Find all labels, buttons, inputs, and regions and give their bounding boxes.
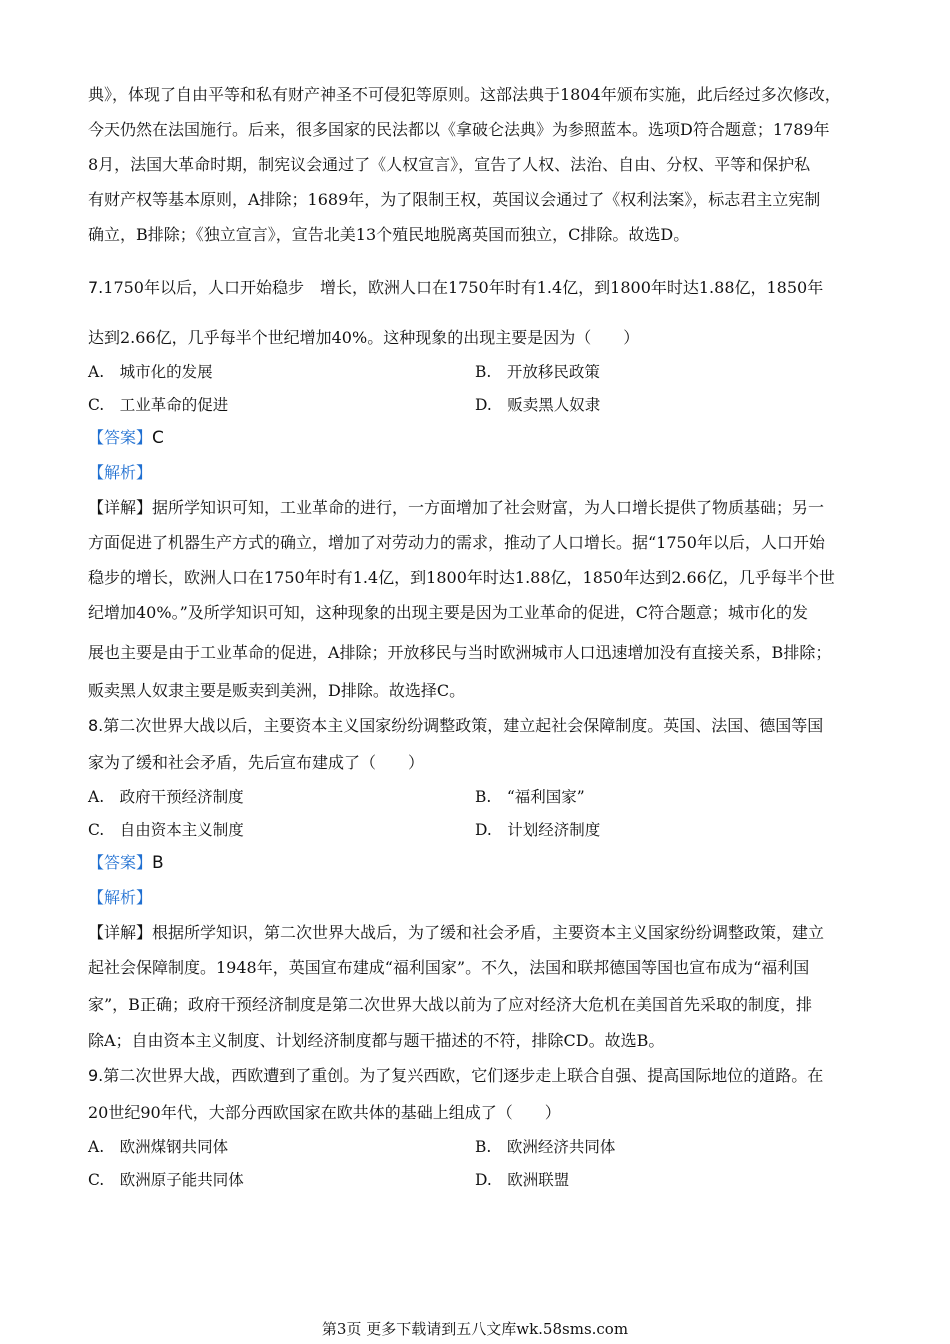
q7-detail-line-4: 纪增加40%。”及所学知识可知，这种现象的出现主要是因为工业革命的促进，C符合题意；城市化的发 xyxy=(88,603,808,622)
q8-stem-line-1 xyxy=(88,713,823,736)
q9-stem-line-2: 20世纪90年代，大部分西欧国家在欧共体的基础上组成了（ ） xyxy=(88,1103,561,1122)
q7-analysis-label: 【解析】 xyxy=(88,463,153,482)
page-footer: 第3页 更多下载请到五八文库wk.58sms.com xyxy=(321,1320,629,1338)
q8-answer-row xyxy=(88,850,164,873)
q8-option-c: C. 自由资本主义制度 xyxy=(88,821,244,839)
q6-line-2: 今天仍然在法国施行。后来，很多国家的民法都以《拿破仑法典》为参照蓝本。选项D符合题意；1789年 xyxy=(88,120,830,139)
q8-option-b: B. “福利国家” xyxy=(475,788,585,806)
q8-detail-line-4: 除A；自由资本主义制度、计划经济制度都与题干描述的不符，排除CD。故选B。 xyxy=(88,1031,665,1050)
q8-detail-line-1 xyxy=(88,920,824,943)
q8-number: 8. xyxy=(88,716,104,735)
q8-detail-text-1: 根据所学知识，第二次世界大战后，为了缓和社会矛盾，主要资本主义国家纷纷调整政策，建立 xyxy=(152,923,825,942)
q8-answer-value: B xyxy=(152,853,164,873)
q8-answer-label: 【答案】 xyxy=(88,853,153,872)
q9-number: 9. xyxy=(88,1066,104,1085)
q6-line-4: 有财产权等基本原则，A排除；1689年，为了限制王权，英国议会通过了《权利法案》，标志君主立宪制 xyxy=(88,190,821,209)
q7-detail-line-6: 贩卖黑人奴隶主要是贩卖到美洲，D排除。故选择C。 xyxy=(88,681,466,700)
q6-line-1: 典》，体现了自由平等和私有财产神圣不可侵犯等原则。这部法典于1804年颁布实施，此后经过多次修改， xyxy=(88,85,841,104)
q8-option-a: A. 政府干预经济制度 xyxy=(88,788,244,806)
q8-analysis-label: 【解析】 xyxy=(88,888,153,907)
q7-option-a: A. 城市化的发展 xyxy=(88,363,213,381)
q9-option-b: B. 欧洲经济共同体 xyxy=(475,1138,616,1156)
q8-detail-label: 【详解】 xyxy=(88,923,153,942)
q9-option-c: C. 欧洲原子能共同体 xyxy=(88,1171,244,1189)
q6-line-5: 确立，B排除；《独立宣言》，宣告北美13个殖民地脱离英国而独立，C排除。故选D。 xyxy=(88,225,690,244)
q7-number: 7. xyxy=(88,278,104,297)
q7-detail-label: 【详解】 xyxy=(88,498,153,517)
q8-stem-line-2: 家为了缓和社会矛盾，先后宣布建成了（ ） xyxy=(88,753,425,772)
q7-answer-label: 【答案】 xyxy=(88,428,153,447)
q7-stem-line-1 xyxy=(88,275,823,298)
q8-option-d: D. 计划经济制度 xyxy=(475,821,601,839)
q7-detail-line-5: 展也主要是由于工业革命的促进，A排除；开放移民与当时欧洲城市人口迅速增加没有直接关系，B排除； xyxy=(88,643,832,662)
q9-option-d: D. 欧洲联盟 xyxy=(475,1171,570,1189)
q7-option-b: B. 开放移民政策 xyxy=(475,363,600,381)
q7-detail-text-1: 据所学知识可知，工业革命的进行，一方面增加了社会财富，为人口增长提供了物质基础；另一 xyxy=(152,498,825,517)
q7-stem-line-2: 达到2.66亿，几乎每半个世纪增加40%。这种现象的出现主要是因为（ ） xyxy=(88,328,640,347)
q7-answer-value: C xyxy=(152,428,164,448)
q9-stem-1: 第二次世界大战，西欧遭到了重创。为了复兴西欧，它们逐步走上联合自强、提高国际地位的道路。在 xyxy=(103,1066,824,1085)
q7-option-c: C. 工业革命的促进 xyxy=(88,396,229,414)
q8-detail-line-2: 起社会保障制度。1948年，英国宣布建成“福利国家”。不久，法国和联邦德国等国也宣布成为“福利国 xyxy=(88,958,810,977)
q7-stem-1: 1750年以后，人口开始稳步 增长，欧洲人口在1750年时有1.4亿，到1800年时达1.88亿，1850年 xyxy=(103,278,824,297)
q8-detail-line-3: 家”，B正确；政府干预经济制度是第二次世界大战以前为了应对经济大危机在美国首先采取的制度，排 xyxy=(88,995,812,1014)
q7-answer-row xyxy=(88,425,164,448)
q7-detail-line-3: 稳步的增长，欧洲人口在1750年时有1.4亿，到1800年时达1.88亿，1850年达到2.66亿，几乎每半个世 xyxy=(88,568,835,587)
q8-stem-1: 第二次世界大战以后，主要资本主义国家纷纷调整政策，建立起社会保障制度。英国、法国、德国等国 xyxy=(103,716,824,735)
q9-option-a: A. 欧洲煤钢共同体 xyxy=(88,1138,229,1156)
q7-detail-line-2: 方面促进了机器生产方式的确立，增加了对劳动力的需求，推动了人口增长。据“1750年以后，人口开始 xyxy=(88,533,825,552)
q7-detail-line-1 xyxy=(88,495,824,518)
q9-stem-line-1 xyxy=(88,1063,823,1086)
q7-option-d: D. 贩卖黑人奴隶 xyxy=(475,396,601,414)
q6-line-3: 8月，法国大革命时期，制宪议会通过了《人权宣言》，宣告了人权、法治、自由、分权、平等和保护私 xyxy=(88,155,811,174)
